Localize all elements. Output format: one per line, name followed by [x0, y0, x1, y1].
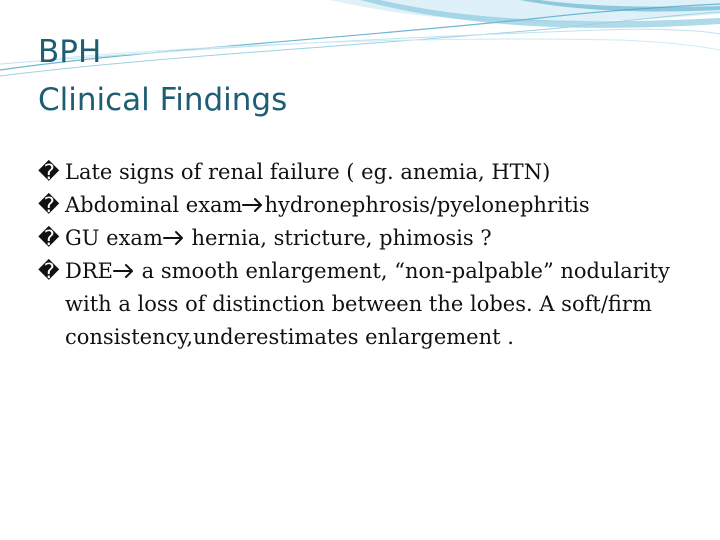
list-item: [38, 255, 708, 354]
item-text: Abdominal exam: [65, 193, 243, 217]
bullet-icon: �: [38, 160, 60, 184]
bullet-icon: �: [38, 193, 60, 217]
item-text: Late signs of renal failure ( eg. anemia, HTN): [65, 160, 551, 184]
title-line-2: Clinical Findings: [38, 82, 288, 118]
item-detail: hydronephrosis/pyelonephritis: [264, 193, 590, 217]
bullet-list: [38, 156, 708, 354]
title-line-1: BPH: [38, 34, 102, 70]
item-text: DRE: [65, 259, 113, 283]
item-text: GU exam: [65, 226, 163, 250]
right-arrow-icon: [163, 230, 185, 246]
item-detail: a smooth enlargement, “non-palpable” nodularity with a loss of distinction between the lobes. A soft/firm consistency,underestimates enlargement .: [65, 259, 670, 349]
item-detail: hernia, stricture, phimosis ?: [184, 226, 492, 250]
list-item: [38, 156, 708, 189]
bullet-icon: �: [38, 259, 60, 283]
list-item: [38, 222, 708, 255]
list-item: [38, 189, 708, 222]
slide-title: [38, 28, 287, 124]
right-arrow-icon: [242, 197, 264, 213]
right-arrow-icon: [113, 263, 135, 279]
bullet-icon: �: [38, 226, 60, 250]
